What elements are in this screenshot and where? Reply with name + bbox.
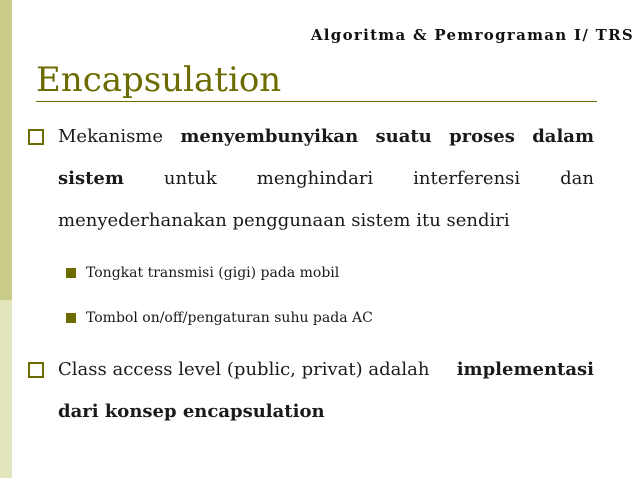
- bullet-2-text: [58, 349, 594, 433]
- word: dan: [560, 168, 594, 189]
- word-bold: dalam: [532, 126, 594, 147]
- word: untuk: [163, 168, 217, 189]
- word-bold: sistem: [58, 168, 124, 189]
- bullet-1-line-1: [58, 116, 594, 158]
- bullet-1-text: [58, 116, 594, 242]
- sidebar-light-bar: [0, 0, 12, 300]
- bullet-1-line-3: menyederhanakan penggunaan sistem itu sendiri: [58, 210, 510, 231]
- bullet-2-bold-line2: dari konsep encapsulation: [58, 401, 325, 422]
- word: menghindari: [256, 168, 374, 189]
- sub-bullet-2: Tombol on/off/pengaturan suhu pada AC: [86, 310, 373, 326]
- slide-title: Encapsulation: [36, 60, 282, 100]
- sidebar-lighter-bar: [0, 300, 12, 478]
- word: interferensi: [413, 168, 521, 189]
- word-bold: menyembunyikan: [180, 126, 359, 147]
- course-header: Algoritma & Pemrograman I/ TRS: [310, 26, 634, 44]
- word-bold: suatu: [375, 126, 432, 147]
- bullet-2-bold: implementasi: [456, 359, 594, 380]
- bullet-2-line-1: [58, 349, 594, 391]
- bullet-1-line-2: [58, 158, 594, 200]
- title-divider: [36, 101, 597, 102]
- word: Mekanisme: [58, 126, 164, 147]
- sub-bullet-icon: [66, 268, 76, 278]
- square-bullet-icon: [28, 129, 44, 145]
- square-bullet-icon: [28, 362, 44, 378]
- sub-bullet-icon: [66, 313, 76, 323]
- bullet-2-normal: Class access level (public, privat) adalah: [58, 359, 430, 380]
- sub-bullet-1: Tongkat transmisi (gigi) pada mobil: [86, 265, 340, 281]
- word-bold: proses: [449, 126, 515, 147]
- bullet-2-line-2: [58, 391, 594, 433]
